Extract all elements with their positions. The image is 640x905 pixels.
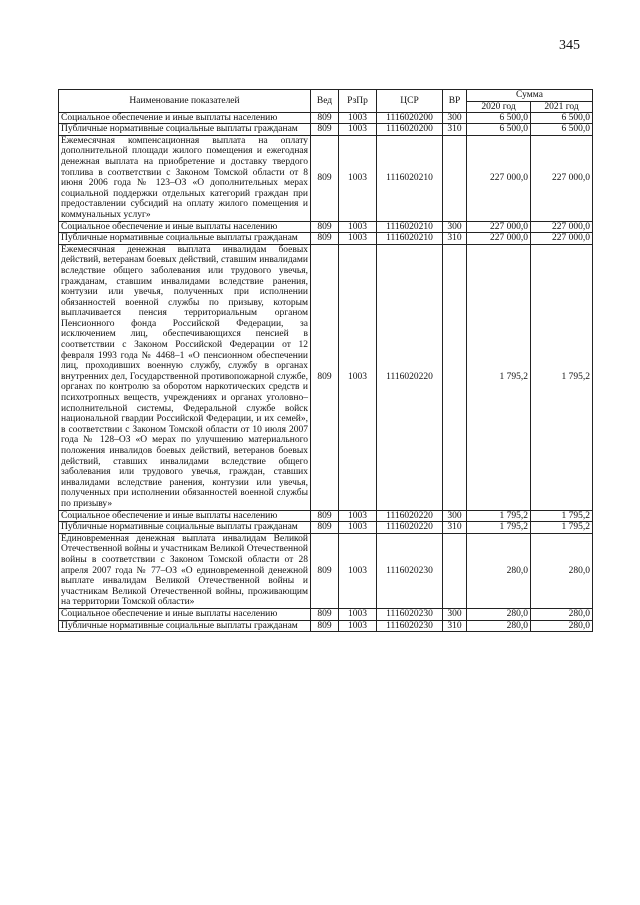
cell-ved: 809	[311, 522, 339, 534]
cell-2021: 280,0	[531, 533, 593, 608]
cell-rzpr: 1003	[339, 124, 377, 136]
cell-2021: 1 795,2	[531, 510, 593, 522]
table-row	[59, 112, 593, 124]
page-number: 345	[559, 38, 580, 53]
cell-name: Публичные нормативные социальные выплаты гражданам	[59, 233, 311, 245]
table-row	[59, 620, 593, 632]
cell-ved: 809	[311, 112, 339, 124]
cell-rzpr: 1003	[339, 244, 377, 510]
cell-name: Социальное обеспечение и иные выплаты населению	[59, 112, 311, 124]
table-body	[59, 112, 593, 632]
budget-table	[58, 89, 593, 632]
table-row	[59, 510, 593, 522]
cell-csr: 1116020230	[377, 608, 443, 620]
table-row	[59, 608, 593, 620]
cell-rzpr: 1003	[339, 510, 377, 522]
header-csr: ЦСР	[377, 90, 443, 113]
cell-2020: 280,0	[467, 620, 531, 632]
cell-vr: 310	[443, 620, 467, 632]
cell-rzpr: 1003	[339, 112, 377, 124]
cell-ved: 809	[311, 620, 339, 632]
cell-vr: 310	[443, 124, 467, 136]
cell-ved: 809	[311, 533, 339, 608]
cell-rzpr: 1003	[339, 522, 377, 534]
cell-vr: 300	[443, 510, 467, 522]
cell-rzpr: 1003	[339, 533, 377, 608]
table-row	[59, 522, 593, 534]
cell-csr: 1116020220	[377, 510, 443, 522]
table-row	[59, 533, 593, 608]
cell-2021: 1 795,2	[531, 522, 593, 534]
cell-ved: 809	[311, 510, 339, 522]
cell-rzpr: 1003	[339, 608, 377, 620]
cell-ved: 809	[311, 233, 339, 245]
header-vr: ВР	[443, 90, 467, 113]
cell-vr: 300	[443, 221, 467, 233]
cell-2021: 227 000,0	[531, 221, 593, 233]
table-row	[59, 124, 593, 136]
cell-name: Единовременная денежная выплата инвалидам Великой Отечественной войны и участникам Великой Отечественной войны в соответствии с Законом Томской области от 28 апреля 2007 года № 77–ОЗ «О единовременной денежной выплате инвалидам Великой Отечественной войны и участникам Великой Отечественной войны, проживающим на территории Томской области»	[59, 533, 311, 608]
cell-name: Ежемесячная денежная выплата инвалидам боевых действий, ветеранам боевых действий, ставшим инвалидами вследствие общего заболевания или трудового увечья, гражданам, ставшим инвалидами вследствие ранения, контузии или увечья, полученных при исполнении обязанностей военной службы по призыву, которым выплачивается пенсия территориальным органом Пенсионного фонда Российской Федерации, за исключением лиц, обеспечивающихся пенсией в соответствии с Законом Российской Федерации от 12 февраля 1993 года № 4468–1 «О пенсионном обеспечении лиц, проходивших военную службу, службу в органах внутренних дел, Государственной противопожарной службе, органах по контролю за оборотом наркотических средств и психотропных веществ, учреждениях и органах уголовно–исполнительной системы, Федеральной службе войск национальной гвардии Российской Федерации, и их семей», в соответствии с Законом Томской области от 10 июля 2007 года № 128–ОЗ «О мерах по улучшению материального положения инвалидов боевых действий, ветеранов боевых действий, ставших инвалидами вследствие общего заболевания или трудового увечья, граждан, ставших инвалидами вследствие ранения, контузии или увечья, полученных при исполнении обязанностей военной службы по призыву»	[59, 244, 311, 510]
cell-vr	[443, 135, 467, 221]
cell-2021: 6 500,0	[531, 124, 593, 136]
cell-2021: 1 795,2	[531, 244, 593, 510]
cell-2020: 227 000,0	[467, 233, 531, 245]
cell-rzpr: 1003	[339, 233, 377, 245]
cell-ved: 809	[311, 608, 339, 620]
cell-rzpr: 1003	[339, 221, 377, 233]
cell-csr: 1116020200	[377, 112, 443, 124]
header-ved: Вед	[311, 90, 339, 113]
cell-vr: 300	[443, 608, 467, 620]
cell-name: Социальное обеспечение и иные выплаты населению	[59, 608, 311, 620]
cell-2021: 280,0	[531, 608, 593, 620]
cell-csr: 1116020220	[377, 522, 443, 534]
cell-rzpr: 1003	[339, 620, 377, 632]
cell-vr: 310	[443, 233, 467, 245]
cell-name: Ежемесячная компенсационная выплата на оплату дополнительной площади жилого помещения и ежегодная денежная выплата на приобретение и доставку твердого топлива в соответствии с Законом Томской области от 8 июня 2006 года № 123–ОЗ «О дополнительных мерах социальной поддержки отдельных категорий граждан при предоставлении субсидий на оплату жилого помещения и коммунальных услуг»	[59, 135, 311, 221]
cell-rzpr: 1003	[339, 135, 377, 221]
cell-name: Публичные нормативные социальные выплаты гражданам	[59, 124, 311, 136]
cell-ved: 809	[311, 221, 339, 233]
cell-ved: 809	[311, 124, 339, 136]
cell-csr: 1116020210	[377, 135, 443, 221]
cell-ved: 809	[311, 135, 339, 221]
cell-name: Публичные нормативные социальные выплаты гражданам	[59, 522, 311, 534]
header-2020: 2020 год	[467, 101, 531, 112]
cell-csr: 1116020220	[377, 244, 443, 510]
cell-2020: 6 500,0	[467, 112, 531, 124]
cell-name: Публичные нормативные социальные выплаты гражданам	[59, 620, 311, 632]
cell-2020: 280,0	[467, 533, 531, 608]
table-row	[59, 221, 593, 233]
table-row	[59, 244, 593, 510]
cell-ved: 809	[311, 244, 339, 510]
cell-2020: 280,0	[467, 608, 531, 620]
cell-name: Социальное обеспечение и иные выплаты населению	[59, 510, 311, 522]
cell-vr: 310	[443, 522, 467, 534]
table-row	[59, 135, 593, 221]
header-row	[59, 90, 593, 102]
header-sum: Сумма	[467, 90, 593, 102]
cell-2020: 227 000,0	[467, 221, 531, 233]
header-rzpr: РзПр	[339, 90, 377, 113]
cell-vr	[443, 533, 467, 608]
cell-2021: 227 000,0	[531, 135, 593, 221]
cell-csr: 1116020230	[377, 533, 443, 608]
table-row	[59, 233, 593, 245]
cell-2021: 6 500,0	[531, 112, 593, 124]
cell-2020: 1 795,2	[467, 510, 531, 522]
header-2021: 2021 год	[531, 101, 593, 112]
cell-csr: 1116020200	[377, 124, 443, 136]
cell-2021: 227 000,0	[531, 233, 593, 245]
cell-2021: 280,0	[531, 620, 593, 632]
header-name: Наименование показателей	[59, 90, 311, 113]
cell-2020: 6 500,0	[467, 124, 531, 136]
cell-vr	[443, 244, 467, 510]
cell-vr: 300	[443, 112, 467, 124]
cell-name: Социальное обеспечение и иные выплаты населению	[59, 221, 311, 233]
cell-csr: 1116020210	[377, 221, 443, 233]
cell-csr: 1116020210	[377, 233, 443, 245]
cell-2020: 227 000,0	[467, 135, 531, 221]
cell-2020: 1 795,2	[467, 522, 531, 534]
cell-csr: 1116020230	[377, 620, 443, 632]
cell-2020: 1 795,2	[467, 244, 531, 510]
